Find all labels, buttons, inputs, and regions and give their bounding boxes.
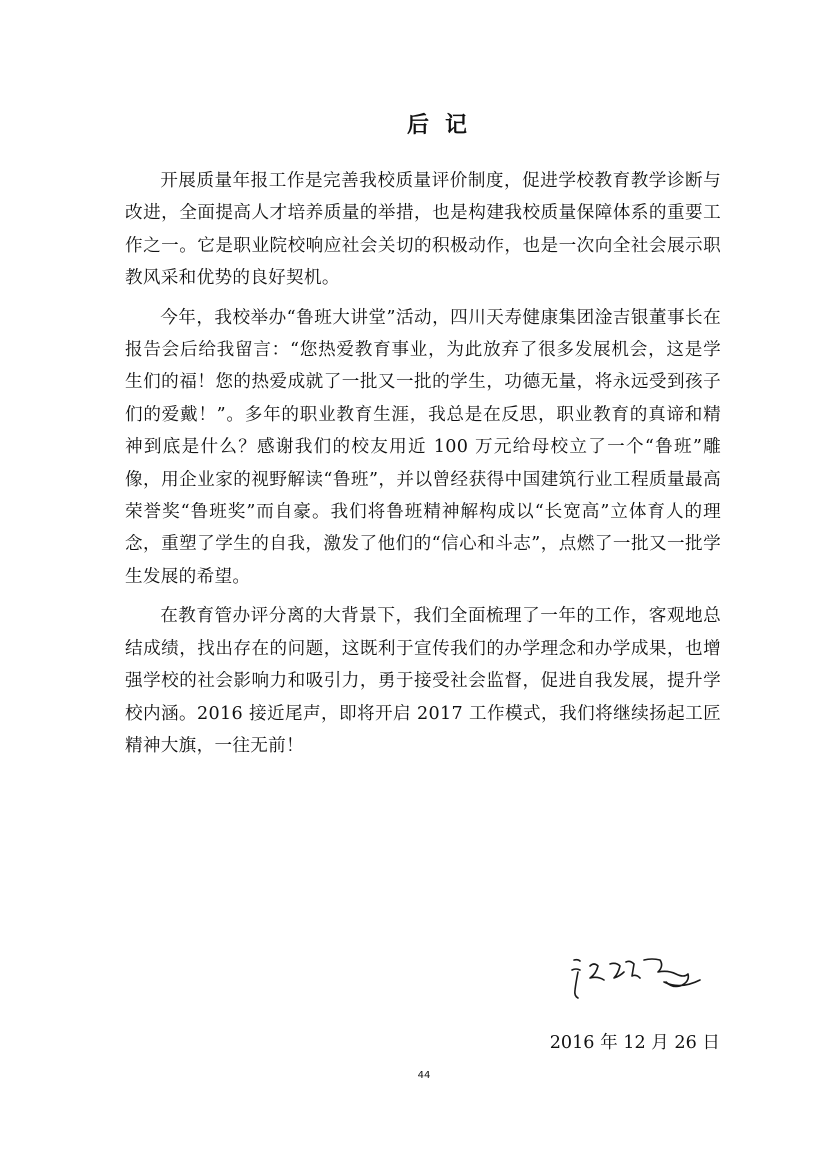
page-number: 44 <box>417 1070 431 1081</box>
afterword-body <box>125 165 721 769</box>
paragraph-3: 在教育管办评分离的大背景下，我们全面梳理了一年的工作，客观地总结成绩，找出存在的问题，这既利于宣传我们的办学理念和办学成果，也增强学校的社会影响力和吸引力，勇于接受社会监督，促进自我发展，提升学校内涵。2016 接近尾声，即将开启 2017 工作模式，我们将继续扬起工匠精神大旗，一往无前！ <box>125 606 721 756</box>
handwritten-signature <box>560 952 720 1000</box>
paragraph-2: 今年，我校举办“鲁班大讲堂”活动，四川天寿健康集团淦吉银董事长在报告会后给我留言：“您热爱教育事业，为此放弃了很多发展机会，这是学生们的福！您的热爱成就了一批又一批的学生，功德无量，将永远受到孩子们的爱戴！”。多年的职业教育生涯，我总是在反思，职业教育的真谛和精神到底是什么？感谢我们的校友用近 100 万元给母校立了一个“鲁班”雕像，用企业家的视野解读“鲁班”，并以曾经获得中国建筑行业工程质量最高荣誉奖“鲁班奖”而自豪。我们将鲁班精神解构成以“长宽高”立体育人的理念，重塑了学生的自我，激发了他们的“信心和斗志”，点燃了一批又一批学生发展的希望。 <box>125 307 721 587</box>
paragraph-1: 开展质量年报工作是完善我校质量评价制度，促进学校教育教学诊断与改进，全面提高人才培养质量的举措，也是构建我校质量保障体系的重要工作之一。它是职业院校响应社会关切的积极动作，也是一次向全社会展示职教风采和优势的良好契机。 <box>125 171 721 289</box>
page-title: 后记 <box>406 113 483 138</box>
date: 2016 年 12 月 26 日 <box>549 1033 720 1053</box>
